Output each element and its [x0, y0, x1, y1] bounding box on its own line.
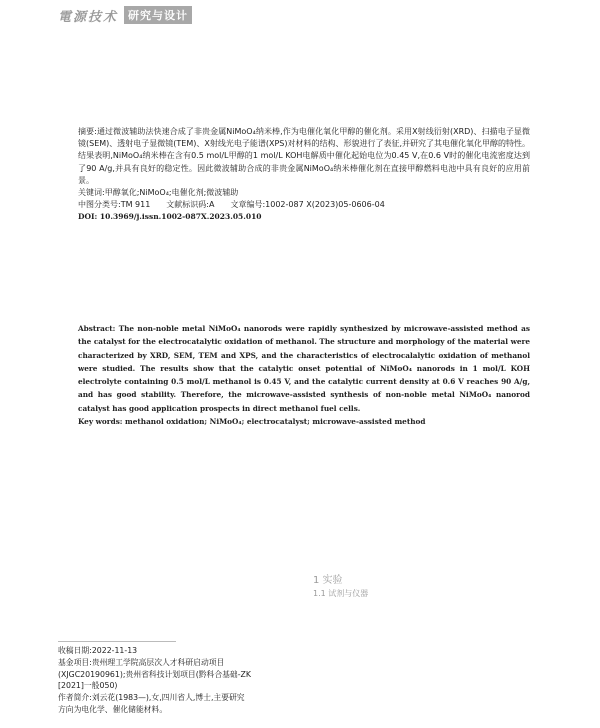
fund-line-1: 基金项目:贵州理工学院高层次人才科研启动项目 — [58, 657, 225, 667]
author-line-1: 作者简介:刘云花(1983—),女,四川省人,博士,主要研究 — [58, 693, 245, 703]
section-tag: 研究与设计 — [124, 6, 192, 24]
classification-row — [78, 199, 530, 211]
fund-line-3: [2021]一般050) — [58, 681, 118, 691]
footnote-divider — [58, 641, 176, 642]
journal-name: 電源技术 — [58, 9, 119, 25]
english-abstract-text: Abstract: The non-noble metal NiMoO₄ nanorods were rapidly synthesized by microwave-assisted method as the catalyst for the electrocatalytic oxidation of methanol. The structure and morphology of the material were characterized by XRD, SEM, TEM and XPS, and the characteristics of electrocalalytic oxidation of methanol were studied. The results show that the catalytic onset potential of NiMoO₄ nanorods in 1 mol/L KOH electrolyte containing 0.5 mol/L methanol is 0.45 V, and the catalytic current density at 0.6 V reaches 90 A/g, and has good stability. Therefore, the microwave-assisted synthesis of non-noble metal NiMoO₄ nanorod catalyst has good application prospects in direct methanol fuel cells. — [78, 324, 530, 413]
section-heading-experiment: 1 实验 — [313, 575, 343, 586]
doi: DOI: 10.3969/j.issn.1002-087X.2023.05.010 — [78, 212, 262, 222]
subsection-heading-reagents: 1.1 试剂与仪器 — [313, 589, 369, 598]
chinese-abstract — [78, 126, 530, 224]
english-abstract — [78, 322, 530, 428]
fund-line-2: (XJGC20190961);贵州省科技计划项目(黔科合基础-ZK — [58, 669, 251, 679]
chinese-abstract-text: 摘要:通过微波辅助法快速合成了非贵金属NiMoO₄纳米棒,作为电催化氧化甲醇的催化剂。采用X射线衍射(XRD)、扫描电子显微镜(SEM)、透射电子显微镜(TEM)、X射线光电子能谱(XPS)对材料的结构、形貌进行了表征,并研究了其电催化氧化甲醇的特性。结果表明,NiMoO₄纳米棒在含有0.5 mol/L甲醇的1 mol/L KOH电解质中催化起始电位为0.45 V,在0.6 V时的催化电流密度达到了90 A/g,并具有良好的稳定性。因此微波辅助合成的非贵金属NiMoO₄纳米棒催化剂在直接甲醇燃料电池中具有良好的应用前景。 — [78, 127, 531, 185]
english-keywords: Key words: methanol oxidation; NiMoO₄; electrocatalyst; microwave-assisted method — [78, 417, 426, 427]
document-code: 文献标识码:A — [166, 200, 215, 210]
journal-header — [58, 6, 192, 24]
clc-number: 中图分类号:TM 911 — [78, 200, 151, 210]
chinese-keywords: 关键词:甲醇氧化;NiMoO₄;电催化剂;微波辅助 — [78, 188, 239, 198]
article-number: 文章编号:1002-087 X(2023)05-0606-04 — [230, 200, 385, 210]
author-line-2: 方向为电化学、催化储能材料。 — [58, 704, 168, 714]
received-date: 收稿日期:2022-11-13 — [58, 646, 138, 655]
footnote — [58, 645, 296, 716]
